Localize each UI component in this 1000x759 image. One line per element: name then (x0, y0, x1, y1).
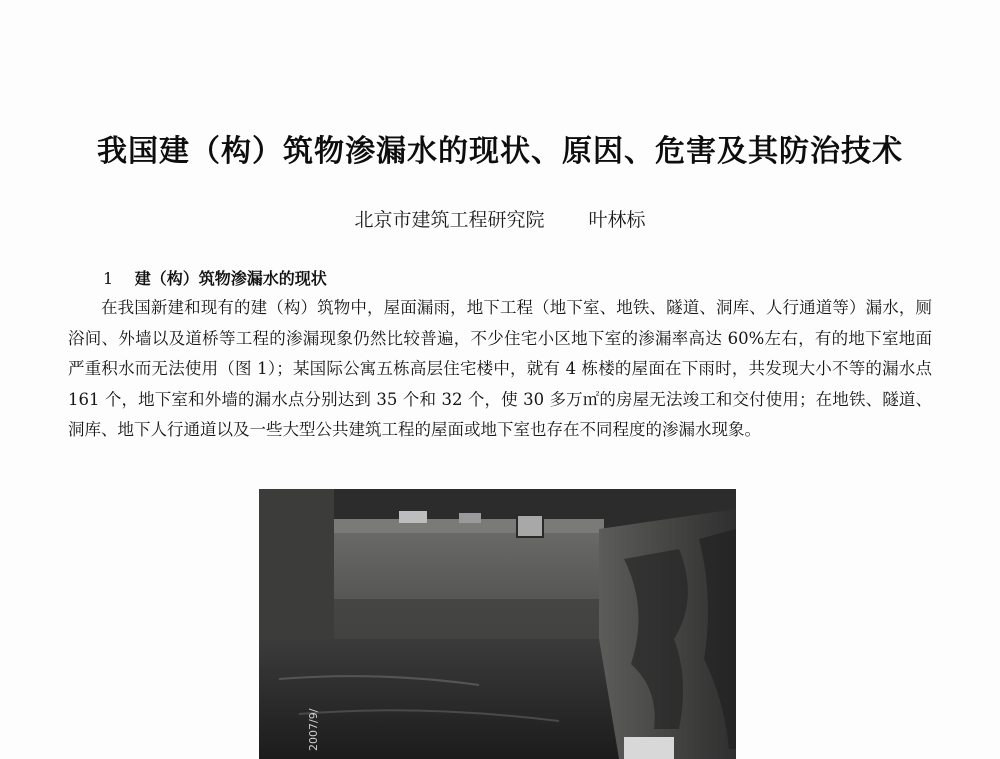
figure-1-photo (259, 489, 736, 759)
left-column (259, 489, 334, 639)
wall-fixture (459, 513, 481, 523)
section-heading (103, 266, 327, 289)
author-name: 叶林标 (588, 209, 646, 231)
section-number: 1 (103, 269, 114, 288)
flooded-basement-photo (259, 489, 736, 759)
byline (0, 205, 1000, 232)
author-institution: 北京市建筑工程研究院 (354, 209, 545, 231)
wall-fixture (399, 511, 427, 523)
body-paragraph: 在我国新建和现有的建（构）筑物中，屋面漏雨，地下工程（地下室、地铁、隧道、洞库、人行通道等）漏水，厕浴间、外墙以及道桥等工程的渗漏现象仍然比较普遍，不少住宅小区地下室的渗漏率高达 60%左右，有的地下室地面严重积水而无法使用（图 1）；某国际公寓五栋高层住宅楼中，就有 4 栋楼的屋面在下雨时，共发现大小不等的漏水点 161 个，地下室和外墙的漏水点分别达到 35 个和 32 个，使 30 多万㎡的房屋无法竣工和交付使用；在地铁、隧道、洞库、地下人行通道以及一些大型公共建筑工程的屋面或地下室也存在不同程度的渗漏水现象。 (68, 298, 932, 439)
electrical-box (517, 515, 543, 537)
article-title: 我国建（构）筑物渗漏水的现状、原因、危害及其防治技术 (97, 134, 903, 169)
wall-stain-band (334, 599, 599, 639)
section-title: 建（构）筑物渗漏水的现状 (134, 269, 327, 288)
floating-object (624, 737, 674, 759)
photo-date-stamp: 2007/9/ (307, 708, 320, 751)
